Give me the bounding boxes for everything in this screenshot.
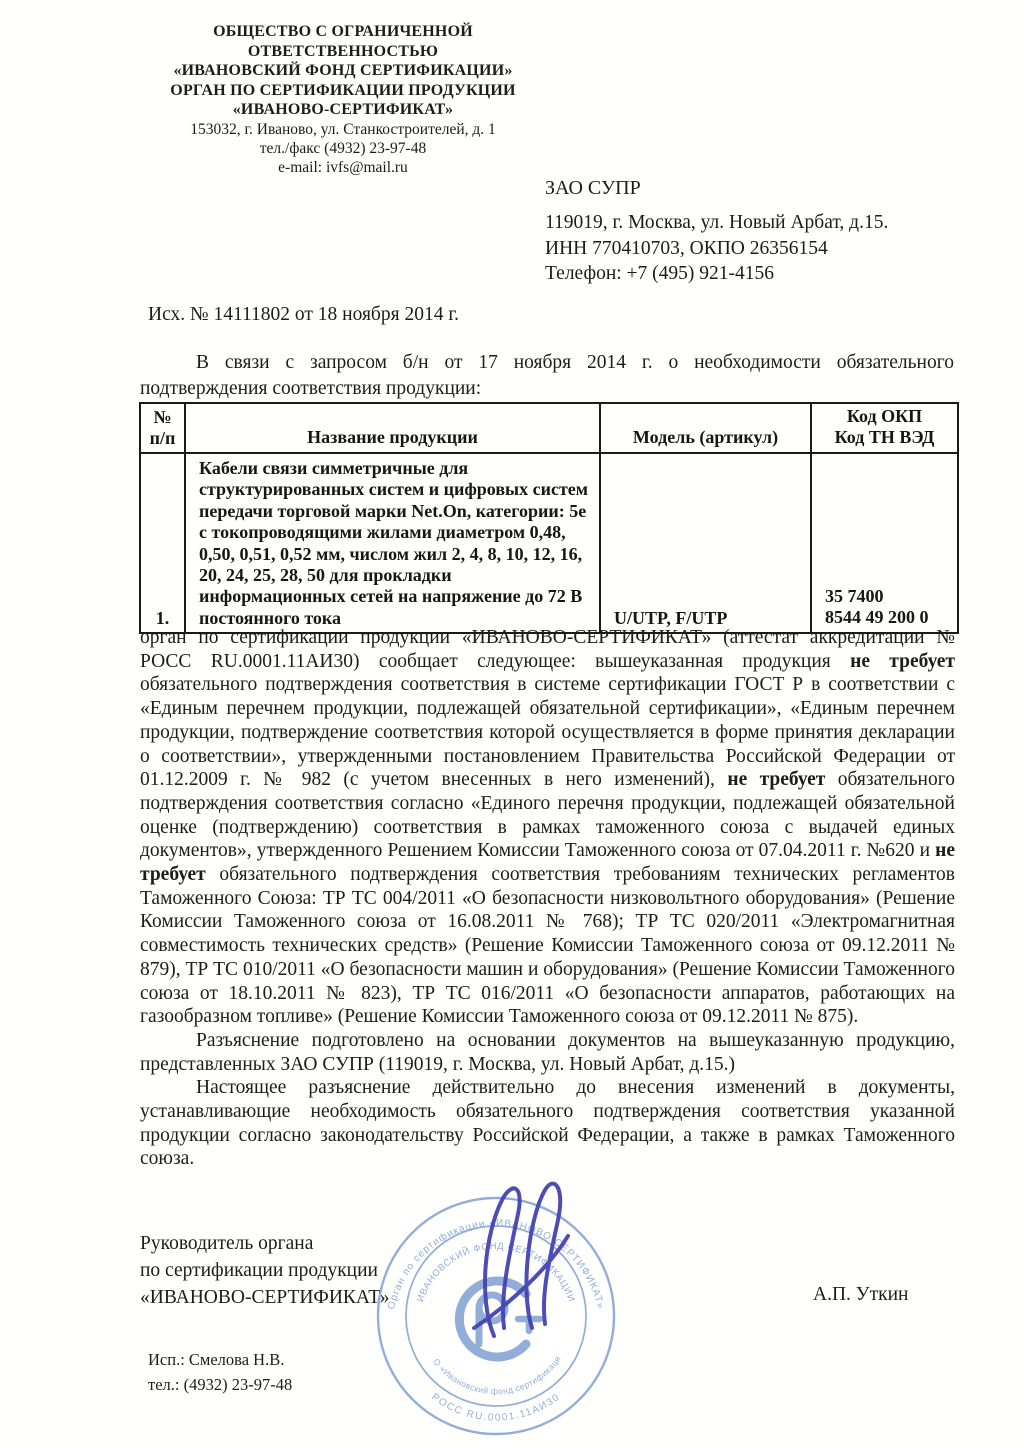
col-header-model: Модель (артикул) <box>600 403 811 453</box>
recipient-name: ЗАО СУПР <box>545 177 641 199</box>
col-header-num-line: п/п <box>149 428 176 448</box>
product-table <box>139 402 959 634</box>
signatory-title-line: Руководитель органа <box>140 1233 314 1254</box>
letterhead-address-line: 153032, г. Иваново, ул. Станкостроителей, д. 1 <box>190 120 496 138</box>
body-text <box>140 626 955 1171</box>
signatory-title-line: «ИВАНОВО-СЕРТИФИКАТ» <box>140 1287 390 1308</box>
col-header-okp: Код ОКП <box>846 406 923 426</box>
okp-code: 35 7400 <box>825 585 884 606</box>
model-cell: U/UTP, F/UTP <box>600 453 811 633</box>
letterhead-org-line: ОТВЕТСТВЕННОСТЬЮ <box>247 42 439 60</box>
signatory-title <box>140 1230 389 1311</box>
recipient-block <box>545 176 888 287</box>
table-header-row <box>140 403 958 453</box>
body-paragraph-2: Разъяснение подготовлено на основании документов на вышеуказанную продукцию, представленных ЗАО СУПР (119019, г. Москва, ул. Новый Арбат, д.15.) <box>140 1029 955 1075</box>
row-number-cell: 1. <box>140 453 185 633</box>
letterhead-org-line: ОРГАН ПО СЕРТИФИКАЦИИ ПРОДУКЦИИ <box>170 81 516 99</box>
signatory-name: А.П. Уткин <box>813 1284 909 1305</box>
col-header-codes <box>811 403 958 453</box>
stamp-ring-text-outer-bottom: РОСС RU.0001.11АИ30 <box>429 1391 563 1424</box>
col-header-product-name: Название продукции <box>185 403 600 453</box>
product-name-cell: Кабели связи симметричные для структурированных систем и цифровых систем передачи торговой марки Net.On, категории: 5е с токопроводящими жилами диаметром 0,48, 0,50, 0,51, 0,52 мм, числом жил 2, 4, 8, 10, 12, 16, 20, 24, 25, 28, 50 для прокладки информационных сетей на напряжение до 72 В постоянного тока <box>185 453 600 633</box>
table-row <box>140 453 958 633</box>
stamp-ring-text-outer-top: Орган по сертификации «ИВАНОВО-СЕРТИФИКАТ» <box>386 1217 606 1311</box>
letterhead-org-line: ОБЩЕСТВО С ОГРАНИЧЕННОЙ <box>213 23 473 40</box>
letterhead-org-line: «ИВАНОВСКИЙ ФОНД СЕРТИФИКАЦИИ» <box>173 62 513 79</box>
tnved-code: 8544 49 200 0 <box>825 607 929 628</box>
col-header-num <box>140 403 185 453</box>
letterhead-email-line: e-mail: ivfs@mail.ru <box>278 158 408 176</box>
col-header-num-line: № <box>153 407 172 427</box>
recipient-phone-line: Телефон: +7 (495) 921-4156 <box>545 263 775 284</box>
ref-number-line: Исх. № 14111802 от 18 ноября 2014 г. <box>148 304 460 325</box>
letterhead-phone-line: тел./факс (4932) 23-97-48 <box>259 139 427 157</box>
signatory-title-line: по сертификации продукции <box>140 1260 378 1281</box>
footer <box>148 1348 292 1397</box>
recipient-inn-okpo-line: ИНН 770410703, ОКПО 26356154 <box>545 237 828 259</box>
stamp-ring-text-inner-top: ИВАНОВСКИЙ ФОНД СЕРТИФИКАЦИИ <box>415 1240 577 1304</box>
letterhead-org-line: «ИВАНОВО-СЕРТИФИКАТ» <box>232 101 454 118</box>
executor-phone-line: тел.: (4932) 23-97-48 <box>148 1374 293 1394</box>
svg-text:РОСС RU.0001.11АИ30 <box>429 1392 562 1424</box>
intro-paragraph: В связи с запросом б/н от 17 ноября 2014 г. о необходимости обязательного подтверждения соответствия продукции: <box>140 352 954 399</box>
codes-cell <box>811 453 958 633</box>
stamp-ring-text-inner-bottom: ООО «Ивановский фонд сертификации» <box>431 1308 563 1397</box>
letterhead <box>148 22 538 177</box>
col-header-tnved: Код ТН ВЭД <box>834 427 935 447</box>
handwritten-signature <box>452 1176 592 1348</box>
recipient-address-line: 119019, г. Москва, ул. Новый Арбат, д.15. <box>545 212 889 233</box>
executor-line: Исп.: Смелова Н.В. <box>148 1350 285 1369</box>
body-paragraph-1: орган по сертификации продукции «ИВАНОВО-СЕРТИФИКАТ» (аттестат аккредитации № РОСС RU.0001.11АИ30) сообщает следующее: вышеуказанная продукция не требует обязательного подтверждения соответствия в системе сертификации ГОСТ Р в соответствии с «Единым перечнем продукции, подлежащей обязательной сертификации», «Единым перечнем продукции, подтверждение соответствия которой осуществляется в форме принятия декларации о соответствии», утвержденными постановлением Правительства Российской Федерации от 01.12.2009 г. № 982 (с учетом внесенных в него изменений), не требует обязательного подтверждения соответствия согласно «Единого перечня продукции, подлежащей обязательной оценке (подтверждению) соответствия в рамках таможенного союза с выдачей единых документов», утвержденного Решением Комиссии Таможенного союза от 07.04.2011 г. №620 и не требует обязательного подтверждения соответствия требованиям технических регламентов Таможенного Союза: ТР ТС 004/2011 «О безопасности низковольтного оборудования» (Решение Комиссии Таможенного союза от 16.08.2011 № 768); ТР ТС 020/2011 «Электромагнитная совместимость технических средств» (Решение Комиссии Таможенного союза от 09.12.2011 № 879), ТР ТС 010/2011 «О безопасности машин и оборудования» (Решение Комиссии Таможенного союза от 18.10.2011 № 823), ТР ТС 016/2011 «О безопасности аппаратов, работающих на газообразном топливе» (Решение Комиссии Таможенного союза от 09.12.2011 № 875). <box>140 627 955 1028</box>
body-paragraph-3: Настоящее разъяснение действительно до внесения изменений в документы, устанавливающие необходимость обязательного подтверждения соответствия указанной продукции согласно законодательству Российской Федерации, а также в рамках Таможенного союза. <box>140 1077 955 1170</box>
